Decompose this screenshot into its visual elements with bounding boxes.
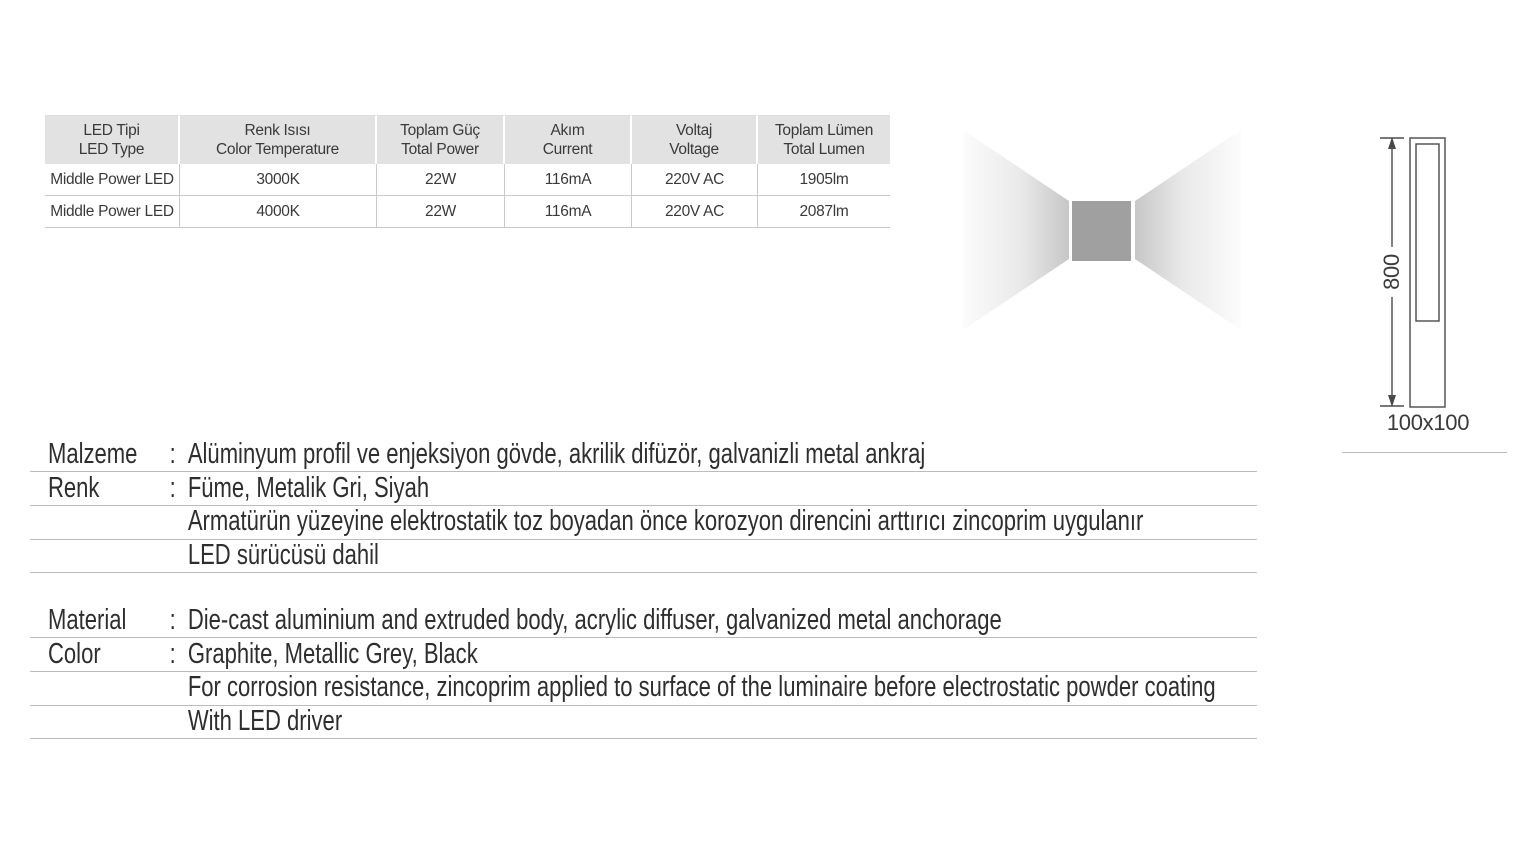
table-row — [45, 164, 890, 196]
header-label-en: Current — [542, 141, 593, 158]
spec-line-malzeme — [48, 438, 1279, 472]
header-cell-voltage — [632, 115, 758, 164]
bollard-outline-drawing — [1330, 118, 1530, 458]
spec-label: Malzeme — [48, 438, 138, 470]
height-dimension-label: 800 — [1379, 247, 1405, 297]
cell-total-power: 22W — [377, 164, 505, 196]
base-dimension-label: 100x100 — [1386, 410, 1470, 435]
light-distribution-diagram — [963, 130, 1241, 330]
spec-line-led-driver-tr — [48, 539, 1279, 573]
specs-english — [48, 604, 1279, 738]
cell-led-type: Middle Power LED — [45, 164, 180, 196]
cell-total-power: 22W — [377, 196, 505, 228]
spec-line-zincoprim-tr — [48, 505, 1279, 539]
spec-separator: : — [169, 471, 176, 504]
cell-led-type: Middle Power LED — [45, 196, 180, 228]
spec-separator — [170, 671, 188, 705]
cell-color-temperature: 4000K — [180, 196, 377, 228]
header-label-tr: LED Tipi — [83, 122, 140, 139]
cell-current: 116mA — [505, 196, 632, 228]
spec-separator — [170, 505, 188, 539]
spec-value: Alüminyum profil ve enjeksiyon gövde, akrilik difüzör, galvanizli metal ankraj — [187, 438, 926, 470]
spec-line-renk — [48, 472, 1279, 506]
spec-separator: : — [169, 637, 176, 670]
header-cell-current — [505, 115, 632, 164]
spec-separator — [170, 539, 188, 573]
light-beam-left-icon — [963, 130, 1069, 330]
spec-line-material — [48, 604, 1279, 638]
header-label-en: Voltage — [669, 141, 719, 158]
header-label-en: Total Lumen — [783, 141, 865, 158]
header-cell-led-type — [45, 115, 180, 164]
table-header-row — [45, 115, 890, 164]
spec-label: Material — [48, 604, 127, 636]
luminaire-body-square — [1072, 201, 1131, 261]
cell-voltage: 220V AC — [632, 164, 758, 196]
spec-label — [48, 671, 170, 705]
spec-line-color — [48, 638, 1279, 672]
led-spec-table — [45, 115, 890, 228]
cell-total-lumen: 2087lm — [758, 196, 890, 228]
light-beam-right-icon — [1135, 130, 1241, 330]
spec-value: Armatürün yüzeyine elektrostatik toz boyadan önce korozyon direncini arttırıcı zincoprim uygulanır — [187, 505, 1144, 538]
header-label-tr: Renk Isısı — [244, 122, 311, 139]
header-label-tr: Toplam Lümen — [774, 122, 874, 139]
spec-line-zincoprim-en — [48, 671, 1279, 705]
cell-voltage: 220V AC — [632, 196, 758, 228]
spec-label — [48, 505, 170, 539]
header-label-tr: Toplam Güç — [400, 122, 480, 139]
spec-label: Color — [48, 637, 101, 670]
header-label-tr: Akım — [550, 122, 585, 139]
table-row — [45, 196, 890, 228]
spec-value: Füme, Metalik Gri, Siyah — [187, 471, 430, 504]
header-cell-total-lumen — [758, 115, 890, 164]
header-label-en: Total Power — [401, 141, 479, 158]
cell-color-temperature: 3000K — [180, 164, 377, 196]
spec-value: LED sürücüsü dahil — [187, 538, 379, 571]
header-label-en: LED Type — [78, 141, 145, 158]
cell-current: 116mA — [505, 164, 632, 196]
spec-value: With LED driver — [187, 704, 343, 737]
header-label-en: Color Temperature — [216, 141, 339, 158]
header-label-tr: Voltaj — [675, 122, 713, 139]
spec-value: Graphite, Metallic Grey, Black — [187, 637, 478, 670]
spec-separator — [170, 705, 188, 739]
spec-separator: : — [169, 604, 176, 636]
specs-turkish — [48, 438, 1279, 572]
divider — [1342, 452, 1507, 453]
header-cell-color-temperature — [180, 115, 377, 164]
dimension-drawing — [1330, 118, 1530, 458]
header-cell-total-power — [377, 115, 505, 164]
cell-total-lumen: 1905lm — [758, 164, 890, 196]
spec-line-led-driver-en — [48, 705, 1279, 739]
spec-separator: : — [169, 438, 176, 470]
spec-label: Renk — [48, 471, 100, 504]
spec-label — [48, 705, 170, 739]
spec-value: Die-cast aluminium and extruded body, acrylic diffuser, galvanized metal anchorage — [187, 604, 1002, 636]
spec-value: For corrosion resistance, zincoprim applied to surface of the luminaire before electrostatic powder coating — [187, 671, 1216, 704]
spec-label — [48, 539, 170, 573]
